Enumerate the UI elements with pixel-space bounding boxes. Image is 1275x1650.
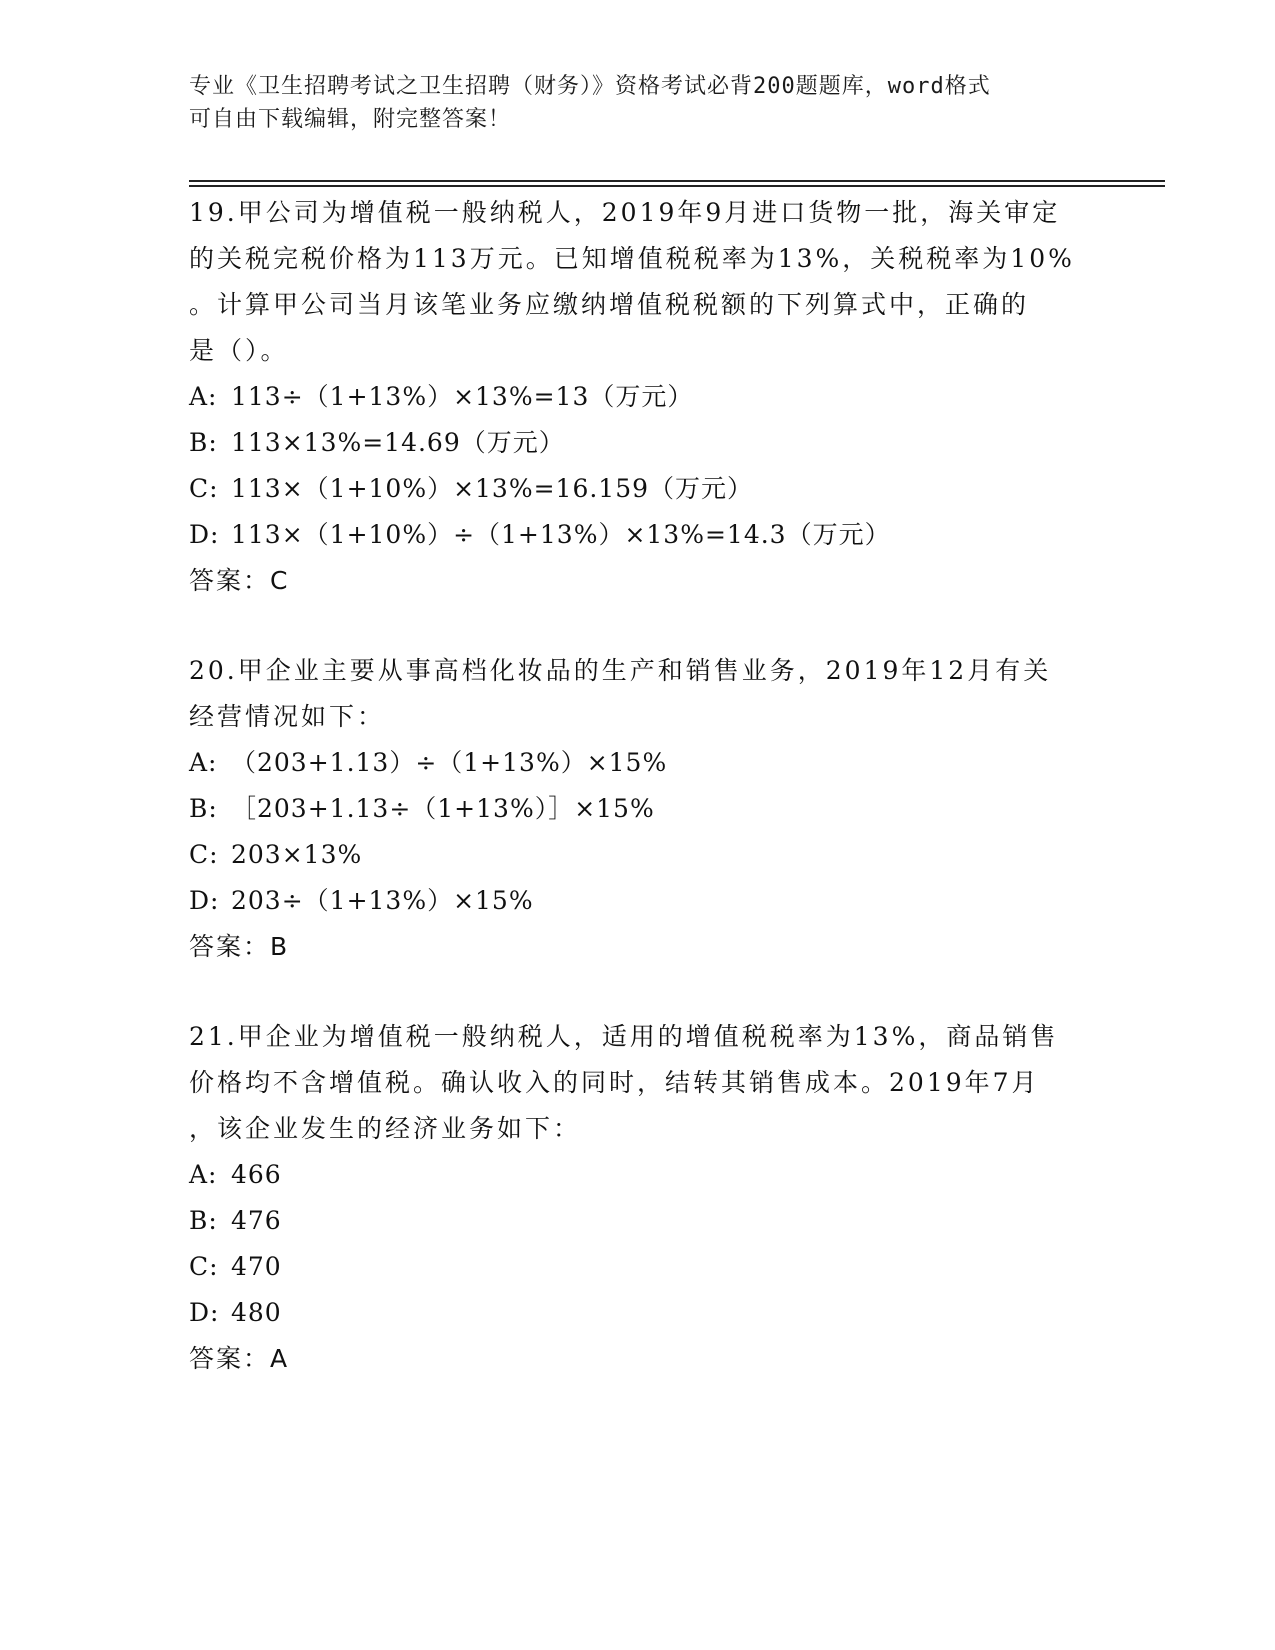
question-stem-line: 是（）。 — [189, 336, 289, 365]
option-key: A: — [189, 382, 218, 411]
option-key: B: — [189, 1206, 218, 1235]
question-stem-line: 21.甲企业为增值税一般纳税人，适用的增值税税率为13%，商品销售 — [189, 1022, 1059, 1051]
option-d — [189, 1290, 1089, 1336]
option-text: 466 — [231, 1160, 282, 1189]
answer-line: 答案：C — [189, 566, 290, 595]
answer-line: 答案：A — [189, 1344, 290, 1373]
option-text: 203÷（1+13%）×15% — [231, 886, 534, 915]
option-text: 113×（1+10%）÷（1+13%）×13%=14.3（万元） — [231, 520, 891, 549]
option-text: （203+1.13）÷（1+13%）×15% — [231, 748, 668, 777]
question-stem-line: 。计算甲公司当月该笔业务应缴纳增值税税额的下列算式中，正确的 — [189, 290, 1030, 319]
option-text: ［203+1.13÷（1+13%）］×15% — [231, 794, 655, 823]
option-text: 203×13% — [231, 840, 363, 869]
option-text: 113×13%=14.69（万元） — [231, 428, 565, 457]
answer-line: 答案：B — [189, 932, 290, 961]
option-key: D: — [189, 520, 220, 549]
question-stem-line: 20.甲企业主要从事高档化妆品的生产和销售业务，2019年12月有关 — [189, 656, 1052, 685]
option-key: C: — [189, 840, 219, 869]
option-text: 470 — [231, 1252, 282, 1281]
option-key: D: — [189, 886, 220, 915]
document-header — [189, 70, 1089, 136]
option-b — [189, 1198, 1089, 1244]
option-c — [189, 466, 1089, 512]
option-b — [189, 420, 1089, 466]
question-19 — [189, 190, 1089, 604]
question-stem-line: 经营情况如下： — [189, 702, 386, 731]
header-line-2: 可自由下载编辑，附完整答案！ — [189, 107, 512, 132]
header-divider-bottom — [189, 185, 1165, 187]
option-c — [189, 1244, 1089, 1290]
option-key: B: — [189, 794, 218, 823]
option-a — [189, 374, 1089, 420]
option-key: C: — [189, 474, 219, 503]
option-key: C: — [189, 1252, 219, 1281]
option-text: 113÷（1+13%）×13%=13（万元） — [231, 382, 694, 411]
option-b — [189, 786, 1089, 832]
question-21 — [189, 1014, 1089, 1382]
option-key: A: — [189, 748, 218, 777]
option-key: D: — [189, 1298, 220, 1327]
header-divider-top — [189, 180, 1165, 182]
question-20 — [189, 648, 1089, 970]
option-key: A: — [189, 1160, 218, 1189]
option-text: 476 — [231, 1206, 282, 1235]
option-key: B: — [189, 428, 218, 457]
option-d — [189, 512, 1089, 558]
question-stem-line: 价格均不含增值税。确认收入的同时，结转其销售成本。2019年7月 — [189, 1068, 1040, 1097]
question-stem-line: ，该企业发生的经济业务如下： — [189, 1114, 582, 1143]
option-a — [189, 1152, 1089, 1198]
option-text: 113×（1+10%）×13%=16.159（万元） — [231, 474, 754, 503]
option-d — [189, 878, 1089, 924]
header-line-1: 专业《卫生招聘考试之卫生招聘（财务）》资格考试必背200题题库，word格式 — [189, 74, 991, 99]
question-stem-line: 的关税完税价格为113万元。已知增值税税率为13%，关税税率为10% — [189, 244, 1075, 273]
option-c — [189, 832, 1089, 878]
option-a — [189, 740, 1089, 786]
option-text: 480 — [231, 1298, 282, 1327]
question-stem-line: 19.甲公司为增值税一般纳税人，2019年9月进口货物一批，海关审定 — [189, 198, 1061, 227]
